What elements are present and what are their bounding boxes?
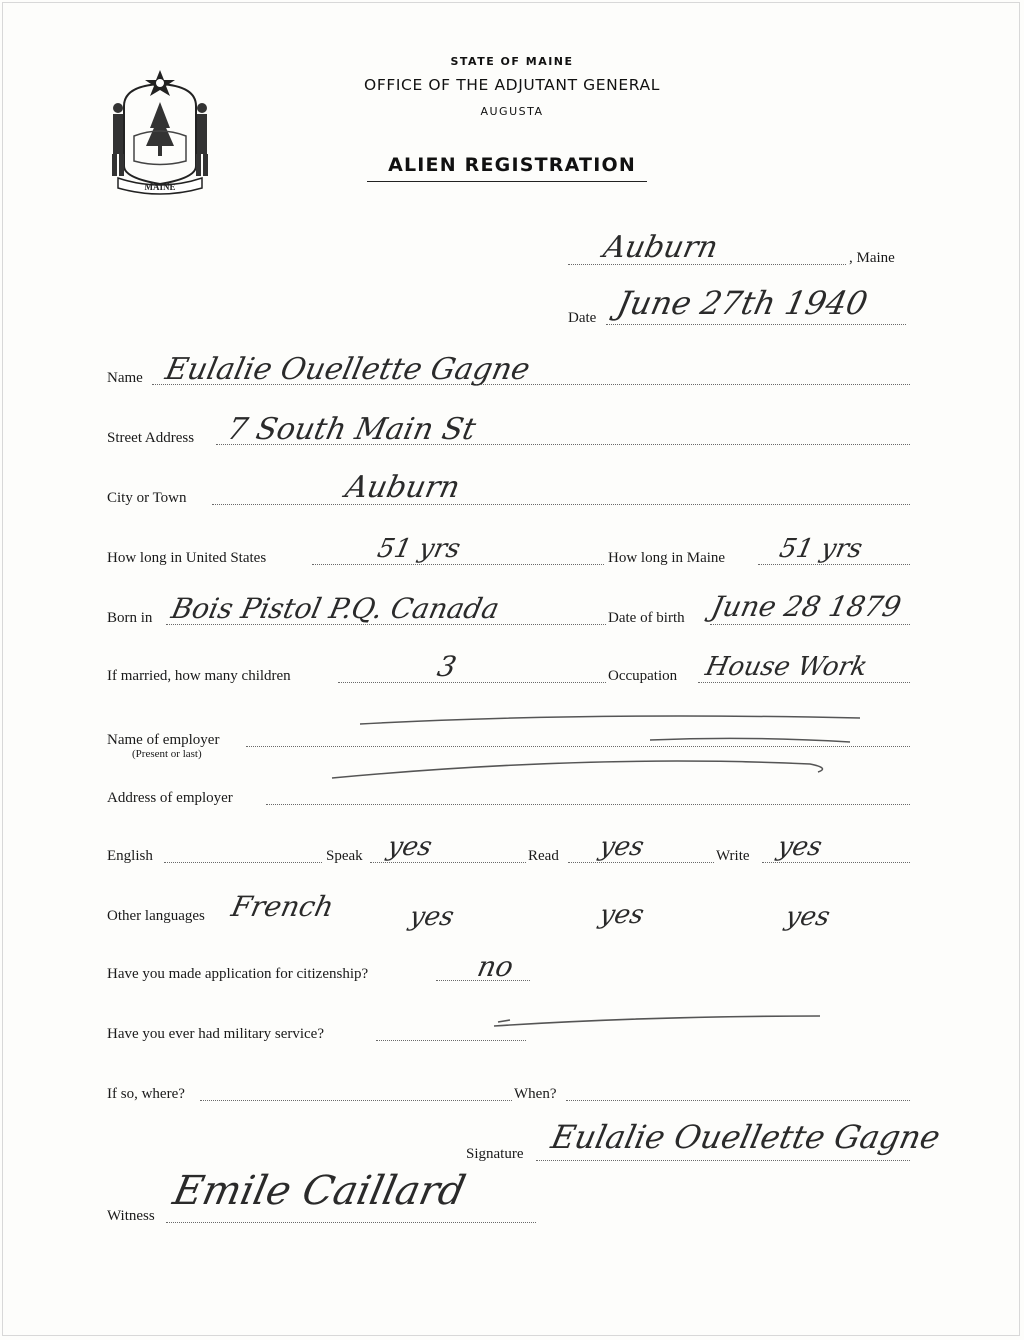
birth-date-value: June 28 1879 [708, 590, 905, 623]
employer-sublabel: (Present or last) [132, 748, 202, 760]
form-title: ALIEN REGISTRATION [388, 154, 636, 176]
header-city: AUGUSTA [480, 105, 544, 118]
birth-row [0, 590, 1024, 630]
employer-address-row [0, 790, 1024, 810]
years-us-value: 51 yrs [374, 534, 464, 564]
other-languages-label: Other languages [107, 908, 205, 924]
street-row [0, 412, 1024, 450]
date-row [0, 284, 1024, 330]
occupation-label: Occupation [608, 668, 678, 684]
other-languages-read-value: yes [596, 900, 647, 930]
speak-label: Speak [326, 848, 363, 864]
children-label: If married, how many children [107, 668, 291, 684]
born-in-label: Born in [107, 610, 153, 626]
where-label: If so, where? [107, 1086, 185, 1102]
witness-label: Witness [107, 1208, 155, 1224]
signature-value: Eulalie Ouellette Gagne [547, 1118, 944, 1156]
signature-row [0, 1118, 1024, 1166]
seal-lettering: MAINE [144, 182, 176, 192]
header-office: OFFICE OF THE ADJUTANT GENERAL [364, 76, 660, 94]
occupation-value: House Work [702, 652, 871, 682]
city-label: City or Town [107, 490, 187, 506]
date-label: Date [568, 310, 597, 326]
place-row [0, 230, 1024, 270]
born-in-value: Bois Pistol P.Q. Canada [168, 592, 503, 625]
read-label: Read [528, 848, 559, 864]
english-write-value: yes [774, 832, 825, 862]
title-underline [367, 181, 647, 182]
children-value: 3 [434, 650, 460, 683]
citizenship-value: no [474, 950, 517, 983]
name-row [0, 352, 1024, 390]
birth-date-label: Date of birth [608, 610, 685, 626]
city-value: Auburn [342, 470, 463, 505]
employer-address-label: Address of employer [107, 790, 233, 806]
header-state: STATE OF MAINE [450, 55, 574, 68]
residence-row [0, 534, 1024, 570]
years-maine-value: 51 yrs [776, 534, 866, 564]
military-dash-mark [490, 1010, 830, 1034]
place-value: Auburn [600, 230, 721, 265]
other-languages-speak-value: yes [406, 902, 457, 932]
city-row [0, 470, 1024, 510]
witness-row [0, 1168, 1024, 1228]
family-row [0, 650, 1024, 688]
write-label: Write [716, 848, 750, 864]
witness-value: Emile Caillard [169, 1168, 470, 1214]
other-languages-value: French [228, 890, 337, 923]
signature-label: Signature [466, 1146, 524, 1162]
english-speak-value: yes [384, 832, 435, 862]
street-value: 7 South Main St [224, 412, 479, 447]
when-label: When? [514, 1086, 557, 1102]
place-suffix: , Maine [849, 250, 895, 266]
date-value: June 27th 1940 [613, 284, 871, 322]
english-row [0, 832, 1024, 868]
military-label: Have you ever had military service? [107, 1026, 324, 1042]
english-read-value: yes [596, 832, 647, 862]
other-languages-write-value: yes [782, 902, 833, 932]
citizenship-row [0, 950, 1024, 986]
name-label: Name [107, 370, 143, 386]
citizenship-label: Have you made application for citizenship? [107, 966, 369, 982]
street-label: Street Address [107, 430, 195, 446]
years-us-label: How long in United States [107, 550, 267, 566]
where-when-row [0, 1086, 1024, 1106]
english-label: English [107, 848, 153, 864]
name-value: Eulalie Ouellette Gagne [162, 352, 534, 387]
employer-label: Name of employer [107, 732, 220, 748]
years-maine-label: How long in Maine [608, 550, 726, 566]
other-languages-row [0, 890, 1024, 932]
employer-strike-marks [330, 712, 930, 782]
